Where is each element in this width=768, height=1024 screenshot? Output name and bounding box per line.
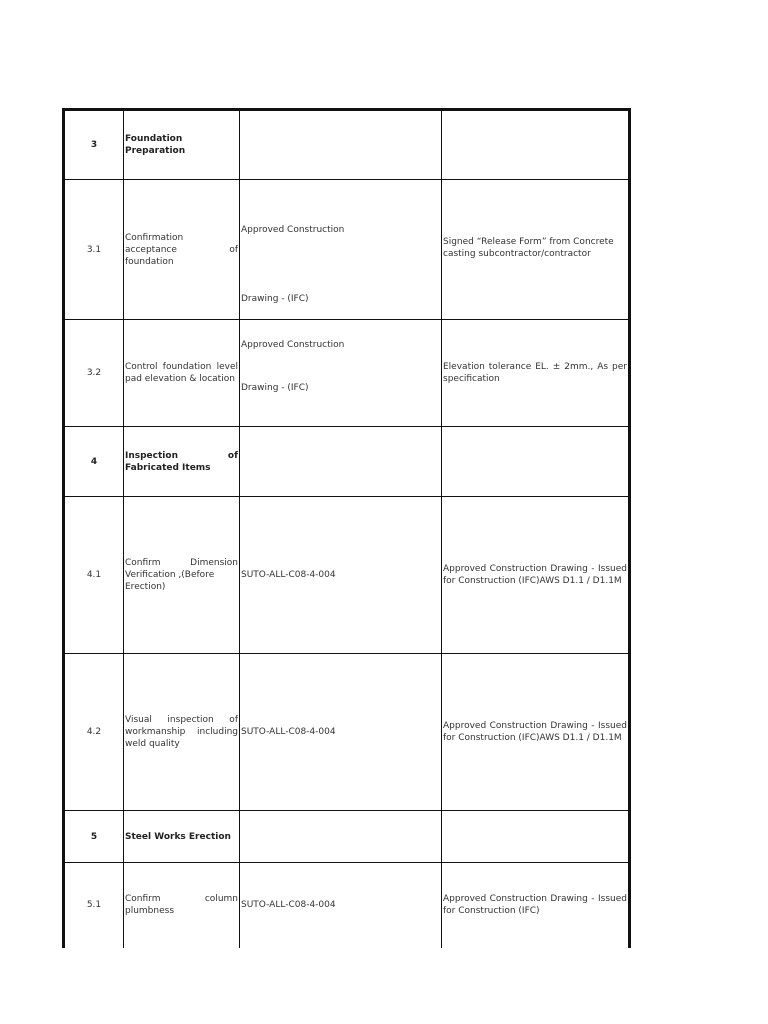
inspection-table — [62, 108, 631, 948]
acceptance-cell — [442, 427, 630, 497]
item-number: 4 — [64, 427, 124, 497]
activity-line — [125, 244, 238, 256]
item-number: 3.2 — [64, 320, 124, 427]
reference-cell: SUTO-ALL-C08-4-004 — [240, 863, 442, 948]
activity-line: plumbness — [125, 906, 175, 917]
reference-top: Approved Construction — [241, 340, 345, 350]
activity-word: of — [229, 244, 238, 255]
activity-word: Inspection — [125, 450, 178, 461]
table-row — [64, 863, 630, 948]
acceptance-cell: Approved Construction Drawing - Issued for Construction (IFC)AWS D1.1 / D1.1M — [442, 497, 630, 654]
acceptance-cell — [442, 811, 630, 863]
item-number: 4.1 — [64, 497, 124, 654]
reference-cell — [240, 427, 442, 497]
table-row — [64, 811, 630, 863]
acceptance-cell — [442, 110, 630, 180]
reference-cell — [240, 110, 442, 180]
item-number: 5.1 — [64, 863, 124, 948]
activity-line — [125, 450, 238, 462]
reference-cell — [240, 180, 442, 320]
activity-line: foundation — [125, 256, 174, 267]
item-number: 5 — [64, 811, 124, 863]
activity-word: Confirm — [125, 894, 161, 905]
activity-word: column — [204, 894, 238, 905]
activity-cell: Control foundation level pad elevation & location — [124, 320, 240, 427]
activity-line — [125, 893, 238, 905]
reference-cell: SUTO-ALL-C08-4-004 — [240, 654, 442, 811]
table-row — [64, 497, 630, 654]
activity-line — [125, 557, 238, 569]
reference-bottom: Drawing - (IFC) — [241, 383, 309, 393]
reference-top: Approved Construction — [241, 225, 345, 235]
inspection-table-wrapper — [62, 108, 628, 948]
item-number: 3 — [64, 110, 124, 180]
acceptance-cell: Approved Construction Drawing - Issued for Construction (IFC)AWS D1.1 / D1.1M — [442, 654, 630, 811]
activity-cell — [124, 863, 240, 948]
item-number: 4.2 — [64, 654, 124, 811]
reference-cell — [240, 811, 442, 863]
activity-word: of — [227, 450, 238, 461]
activity-word: Confirm — [125, 558, 161, 568]
acceptance-cell: Elevation tolerance EL. ± 2mm., As per specification — [442, 320, 630, 427]
activity-cell — [124, 427, 240, 497]
activity-cell: Visual inspection of workmanship including weld quality — [124, 654, 240, 811]
activity-cell — [124, 180, 240, 320]
table-row — [64, 427, 630, 497]
activity-line: Confirmation — [125, 232, 184, 243]
table-row — [64, 180, 630, 320]
table-row — [64, 654, 630, 811]
activity-word: acceptance — [125, 244, 177, 255]
table-row — [64, 320, 630, 427]
activity-cell: Foundation Preparation — [124, 110, 240, 180]
reference-bottom: Drawing - (IFC) — [241, 294, 309, 304]
acceptance-cell: Signed “Release Form” from Concrete casting subcontractor/contractor — [442, 180, 630, 320]
activity-line: Fabricated Items — [125, 462, 211, 473]
acceptance-cell: Approved Construction Drawing - Issued for Construction (IFC) — [442, 863, 630, 948]
activity-line: Verification ,(Before Erection) — [125, 570, 215, 592]
table-row — [64, 110, 630, 180]
reference-cell — [240, 320, 442, 427]
item-number: 3.1 — [64, 180, 124, 320]
activity-cell: Steel Works Erection — [124, 811, 240, 863]
reference-cell: SUTO-ALL-C08-4-004 — [240, 497, 442, 654]
activity-word: Dimension — [190, 558, 238, 568]
activity-cell — [124, 497, 240, 654]
